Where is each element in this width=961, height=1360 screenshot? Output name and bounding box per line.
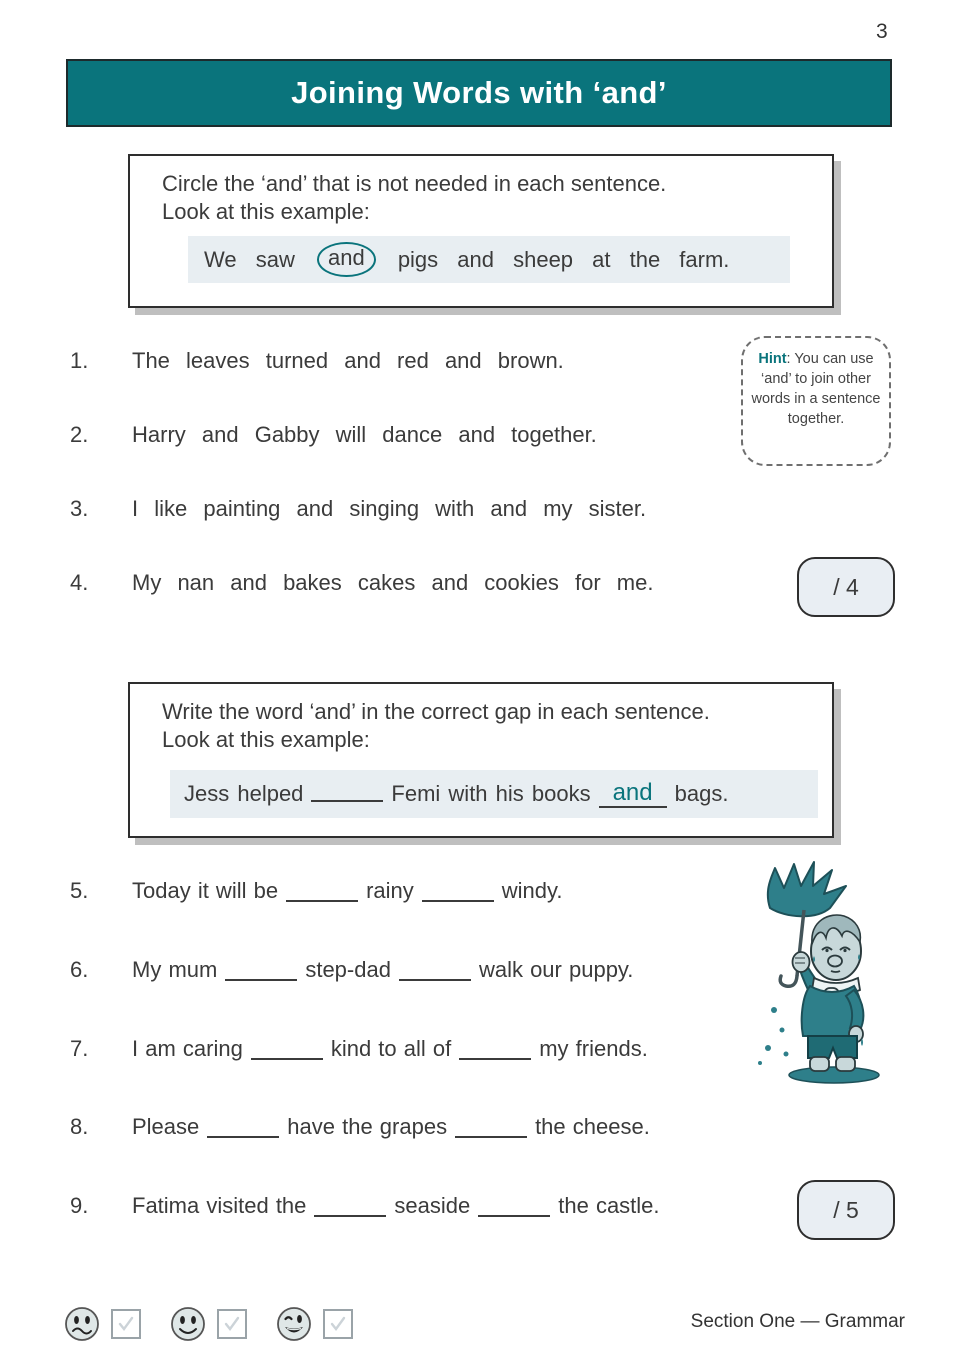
- question-text: My mum step-dad walk our puppy.: [132, 957, 634, 982]
- self-assessment-row: [64, 1306, 382, 1342]
- page-number: 3: [876, 20, 888, 43]
- question-number: 5.: [70, 878, 89, 903]
- question-5: [70, 878, 563, 904]
- sad-checkbox[interactable]: [111, 1309, 141, 1339]
- hint-label: Hint: [758, 351, 787, 367]
- question-number: 6.: [70, 957, 89, 982]
- instruction-line-2: Look at this example:: [162, 726, 370, 752]
- question-text: Harry and Gabby will dance and together.: [132, 422, 597, 447]
- question-text: I am caring kind to all of my friends.: [132, 1036, 648, 1061]
- question-number: 2.: [70, 422, 89, 447]
- blank-line: [286, 886, 358, 902]
- check-icon: [117, 1315, 135, 1333]
- page-title: Joining Words with ‘and’: [291, 75, 667, 110]
- blank-line: [207, 1122, 279, 1138]
- question-3: [70, 496, 646, 522]
- instruction-box-circle: [128, 154, 834, 308]
- score-box-section2: [797, 1180, 895, 1240]
- question-4: [70, 570, 653, 596]
- question-number: 4.: [70, 570, 89, 595]
- smile-face-icon: [170, 1306, 206, 1342]
- question-text: The leaves turned and red and brown.: [132, 348, 564, 373]
- question-9: [70, 1193, 660, 1219]
- blank-line: [478, 1201, 550, 1217]
- answered-blank: and: [599, 781, 667, 808]
- question-text: Fatima visited the seaside the castle.: [132, 1193, 660, 1218]
- question-text: I like painting and singing with and my sister.: [132, 496, 647, 521]
- blank-line: [422, 886, 494, 902]
- blank-line: [459, 1044, 531, 1060]
- question-text: My nan and bakes cakes and cookies for me.: [132, 570, 654, 595]
- instruction-text: [162, 170, 666, 225]
- question-2: [70, 422, 597, 448]
- blank-line: [399, 965, 471, 981]
- blank-line: [225, 965, 297, 981]
- example-sentence-2: [170, 770, 818, 818]
- smile-checkbox[interactable]: [217, 1309, 247, 1339]
- question-text: Today it will be rainy windy.: [132, 878, 563, 903]
- question-number: 8.: [70, 1114, 89, 1139]
- question-text: Please have the grapes the cheese.: [132, 1114, 650, 1139]
- rainy-man-illustration: [746, 858, 896, 1088]
- question-1: [70, 348, 564, 374]
- question-number: 3.: [70, 496, 89, 521]
- page-title-bar: [66, 59, 892, 127]
- question-6: [70, 957, 633, 983]
- score-box-section1: [797, 557, 895, 617]
- hint-box: [741, 336, 891, 466]
- example-sentence-1: [188, 236, 790, 283]
- blank-line: [311, 786, 383, 802]
- example2-part3: bags.: [674, 781, 729, 806]
- example2-part1: Jess helped: [184, 781, 304, 806]
- score-label: / 5: [833, 1196, 859, 1223]
- instruction-text: [162, 698, 710, 753]
- wink-face-icon: [276, 1306, 312, 1342]
- circled-word: and: [317, 242, 376, 277]
- question-number: 1.: [70, 348, 89, 373]
- blank-line: [455, 1122, 527, 1138]
- question-7: [70, 1036, 648, 1062]
- example1-part2: pigs and sheep at the farm.: [397, 246, 730, 272]
- blank-line: [314, 1201, 386, 1217]
- instruction-box-write: [128, 682, 834, 838]
- question-number: 9.: [70, 1193, 89, 1218]
- instruction-line-1: Circle the ‘and’ that is not needed in each sentence.: [162, 171, 667, 196]
- instruction-line-1: Write the word ‘and’ in the correct gap in each sentence.: [162, 699, 710, 724]
- wink-checkbox[interactable]: [323, 1309, 353, 1339]
- blank-line: [251, 1044, 323, 1060]
- question-8: [70, 1114, 650, 1140]
- hint-text: : You can use ‘and’ to join other words in a sentence together.: [751, 351, 881, 427]
- example1-part1: We saw: [204, 246, 295, 272]
- instruction-line-2: Look at this example:: [162, 198, 370, 224]
- sad-face-icon: [64, 1306, 100, 1342]
- score-label: / 4: [833, 573, 859, 600]
- question-number: 7.: [70, 1036, 89, 1061]
- example2-part2: Femi with his books: [391, 781, 591, 806]
- check-icon: [329, 1315, 347, 1333]
- section-footer-label: Section One — Grammar: [690, 1311, 905, 1332]
- check-icon: [223, 1315, 241, 1333]
- umbrella-man-icon: [746, 858, 896, 1088]
